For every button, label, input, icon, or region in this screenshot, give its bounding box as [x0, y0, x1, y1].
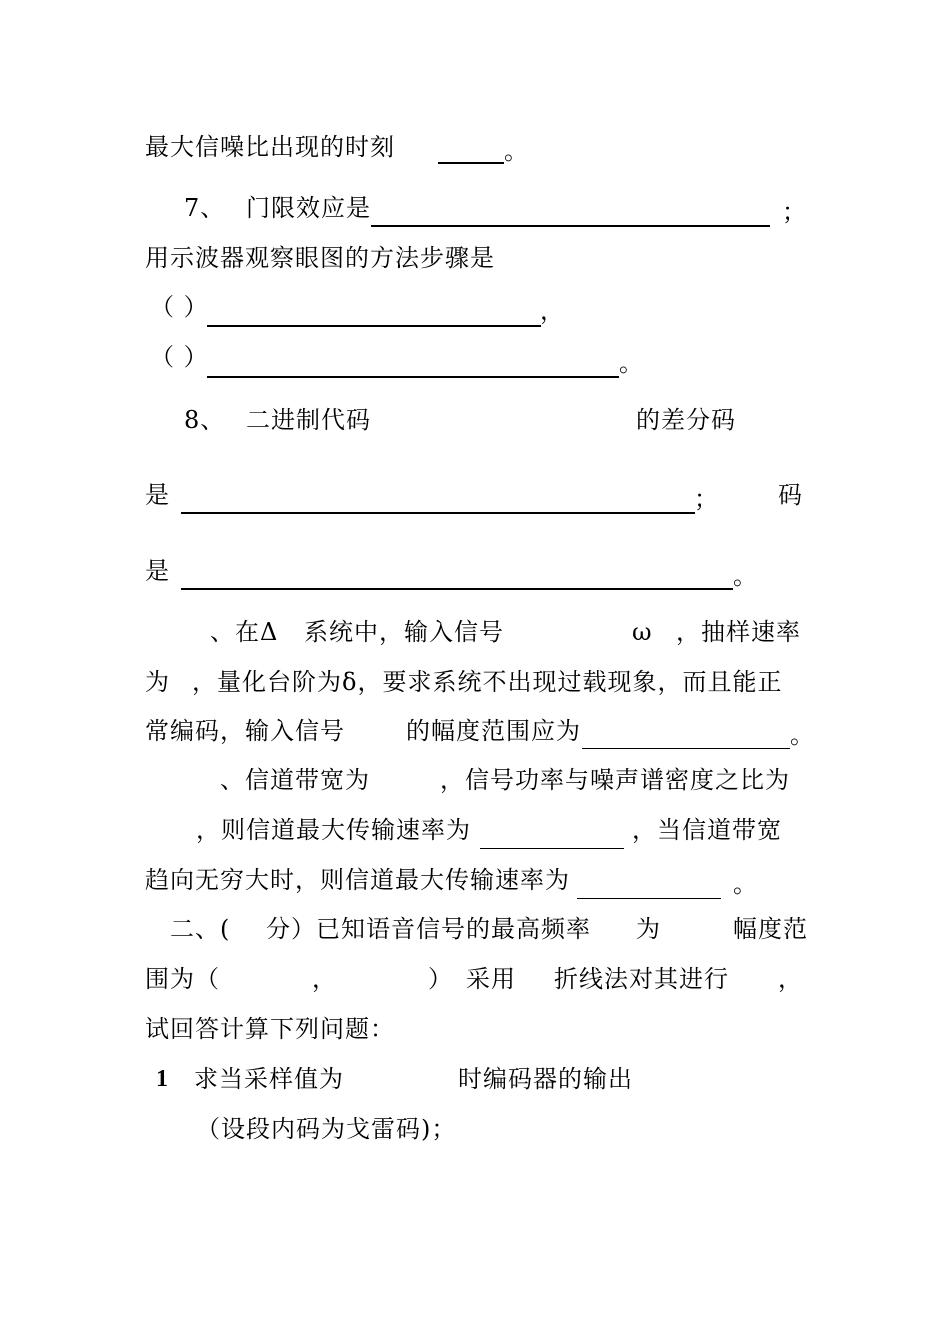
text-line: 试回答计算下列问题： — [145, 1015, 395, 1043]
text-line: 围为（ — [145, 965, 220, 993]
text-line: ，量化台阶为δ，要求系统不出现过载现象，而且能正 — [192, 668, 783, 696]
answer-blank[interactable] — [207, 376, 619, 378]
text-line: 。 — [619, 349, 644, 377]
text-line: 常编码，输入信号 — [145, 717, 345, 745]
text-line: 是 — [145, 557, 170, 585]
section-heading: 二、( — [170, 915, 231, 943]
text-line: 时编码器的输出 — [458, 1065, 633, 1093]
text-line: ； — [694, 485, 719, 513]
text-line: 幅度范 — [733, 915, 808, 943]
text-line: 用示波器观察眼图的方法步骤是 — [145, 244, 495, 272]
text-line: ； — [782, 198, 807, 226]
text-line: 。 — [504, 137, 529, 165]
question-number: 1 — [156, 1066, 169, 1092]
text-line: 、在Δ — [210, 618, 279, 646]
text-line: 门限效应是 — [246, 194, 371, 222]
paren-label: （ ） — [150, 293, 209, 321]
text-line: 最大信噪比出现的时刻 — [145, 133, 395, 161]
answer-blank[interactable] — [181, 588, 733, 590]
text-line: 系统中，输入信号 — [304, 618, 504, 646]
answer-blank[interactable] — [577, 898, 721, 899]
text-line: ω — [632, 618, 653, 646]
answer-blank[interactable] — [480, 848, 624, 849]
text-line: ，抽样速率 — [676, 618, 801, 646]
text-line: 分）已知语音信号的最高频率 — [266, 915, 591, 943]
text-line: 采用 — [466, 965, 516, 993]
question-number: 8、 — [184, 406, 226, 434]
answer-blank[interactable] — [181, 512, 695, 514]
answer-blank[interactable] — [582, 748, 790, 749]
answer-blank[interactable] — [438, 162, 504, 164]
text-line: ， — [312, 965, 337, 993]
text-line: ，当信道带宽 — [632, 816, 782, 844]
text-line: （设段内码为戈雷码)； — [196, 1115, 457, 1143]
text-line: ） — [428, 965, 453, 993]
text-line: ， — [540, 297, 565, 325]
question-number: 7、 — [184, 194, 226, 222]
text-line: ，信号功率与噪声谱密度之比为 — [440, 766, 790, 794]
text-line: 为 — [145, 668, 170, 696]
text-line: 求当采样值为 — [194, 1065, 344, 1093]
answer-blank[interactable] — [207, 325, 541, 327]
text-line: 二进制代码 — [246, 406, 371, 434]
answer-blank[interactable] — [371, 225, 770, 227]
text-line: 。 — [733, 562, 758, 590]
text-line: ，则信道最大传输速率为 — [196, 816, 471, 844]
text-line: 是 — [145, 481, 170, 509]
text-line: 。 — [790, 721, 815, 749]
text-line: 折线法对其进行 — [554, 965, 729, 993]
text-line: 的差分码 — [636, 406, 736, 434]
text-line: 、信道带宽为 — [220, 766, 370, 794]
text-line: 码 — [778, 481, 803, 509]
text-line: 趋向无穷大时，则信道最大传输速率为 — [145, 866, 570, 894]
text-line: ， — [778, 965, 803, 993]
paren-label: （ ） — [150, 343, 209, 371]
text-line: 为 — [636, 915, 661, 943]
text-line: 。 — [733, 870, 758, 898]
text-line: 的幅度范围应为 — [406, 717, 581, 745]
